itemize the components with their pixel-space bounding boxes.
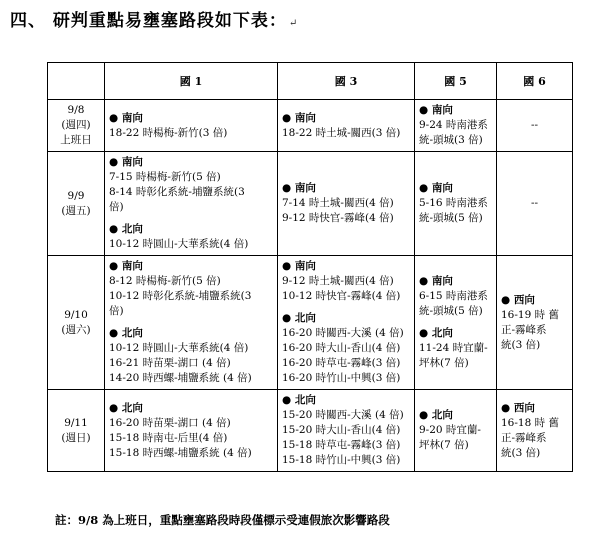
direction-group [109,222,273,252]
segment-line: 10-12 時快官-霧峰(4 倍) [282,290,401,302]
segment-line: 6-15 時南港系 [419,290,488,302]
date-line: (週五) [61,204,91,217]
direction-group [109,111,273,141]
direction-group [419,326,492,371]
direction-group [282,259,410,304]
table-row [48,100,573,152]
table-row [48,152,573,256]
segment-line: 8-14 時彰化系統-埔鹽系統(3 [109,186,245,198]
direction-group [282,393,410,468]
direction-label: ● 南向 [282,182,316,194]
segment-line: 15-18 時竹山-中興(3 倍) [282,454,401,466]
date-line: 上班日 [60,134,92,146]
segment-line: 10-12 時圓山-大華系統(4 倍) [109,342,249,354]
segment-line: 14-20 時西螺-埔鹽系統 (4 倍) [109,372,252,384]
direction-label: ● 北向 [419,409,453,421]
segment-line: 16-20 時苗栗-湖口 (4 倍) [109,416,231,429]
table-row [48,256,573,390]
direction-group [282,311,410,386]
direction-label: ● 北向 [419,327,453,339]
direction-group [109,401,273,461]
cell-freeway-6-empty: -- [497,100,573,152]
segment-line: 18-22 時土城-關西(3 倍) [282,126,401,139]
segment-line: 5-16 時南港系 [419,197,488,209]
cell-freeway-3 [278,100,415,152]
segment-line: 8-12 時楊梅-新竹(5 倍) [109,275,221,287]
cell-freeway-3 [278,256,415,390]
section-heading [10,6,298,31]
cell-freeway-1 [105,152,278,256]
section-title: 四、 研判重點易壅塞路段如下表： [10,11,287,31]
cell-freeway-1 [105,256,278,390]
segment-line: 16-20 時竹山-中興(3 倍) [282,372,401,384]
segment-line: 倍) [109,305,124,317]
segment-line: 16-19 時 舊 [501,308,559,321]
cell-freeway-5 [415,100,497,152]
segment-line: 15-18 時西螺-埔鹽系統 (4 倍) [109,446,252,459]
cell-freeway-6 [497,256,573,390]
table-body [48,100,573,472]
cell-freeway-6 [497,390,573,472]
direction-group [282,111,410,141]
segment-line: 統(3 倍) [501,338,541,351]
segment-line: 15-18 時草屯-霧峰(3 倍) [282,439,401,451]
segment-line: 15-20 時關西-大溪 (4 倍) [282,409,404,421]
cell-freeway-5 [415,390,497,472]
direction-group [109,259,273,319]
direction-label: ● 南向 [282,111,316,124]
direction-label: ● 北向 [282,312,316,324]
segment-line: 16-18 時 舊 [501,416,559,429]
direction-group [419,274,492,319]
direction-group [109,155,273,215]
direction-group [419,103,492,148]
header-cell-freeway-3: 國 3 [278,63,415,100]
segment-line: 16-20 時關西-大溪 (4 倍) [282,327,404,339]
header-cell-freeway-5: 國 5 [415,63,497,100]
segment-line: 統-頭城(3 倍) [419,134,483,146]
segment-line: 坪林(7 倍) [419,439,469,451]
segment-line: 18-22 時楊梅-新竹(3 倍) [109,126,228,139]
cell-freeway-6-empty: -- [497,152,573,256]
segment-line: 統(3 倍) [501,446,541,459]
direction-group [419,181,492,226]
direction-label: ● 南向 [419,275,453,287]
direction-group [109,326,273,386]
congestion-table [47,62,573,472]
segment-line: 9-24 時南港系 [419,119,488,131]
direction-label: ● 西向 [501,401,535,414]
direction-label: ● 南向 [109,111,143,124]
date-line: 9/8 [67,104,85,116]
segment-line: 7-14 時土城-關西(4 倍) [282,197,394,209]
direction-label: ● 南向 [282,260,316,272]
direction-label: ● 北向 [109,223,143,235]
segment-line: 11-24 時宜蘭- [419,342,488,354]
cell-freeway-3 [278,152,415,256]
segment-line: 9-12 時快官-霧峰(4 倍) [282,212,394,224]
segment-line: 16-20 時大山-香山(4 倍) [282,342,401,354]
direction-label: ● 北向 [109,401,143,414]
date-cell [48,390,105,472]
segment-line: 9-12 時土城-關西(4 倍) [282,275,394,287]
header-cell-blank [48,63,105,100]
cell-freeway-5 [415,152,497,256]
direction-label: ● 西向 [501,293,535,306]
segment-line: 正-霧峰系 [501,431,547,444]
date-cell [48,152,105,256]
segment-line: 7-15 時楊梅-新竹(5 倍) [109,171,221,183]
date-line: (週六) [61,323,91,336]
direction-label: ● 北向 [282,394,316,406]
cell-freeway-1 [105,100,278,152]
segment-line: 統-頭城(5 倍) [419,212,483,224]
header-cell-freeway-6: 國 6 [497,63,573,100]
table-header-row [48,63,573,100]
segment-line: 15-20 時大山-香山(4 倍) [282,424,401,436]
direction-group [282,181,410,226]
date-cell [48,100,105,152]
direction-group [501,293,568,353]
segment-line: 16-21 時苗栗-湖口 (4 倍) [109,357,231,369]
segment-line: 正-霧峰系 [501,323,547,336]
direction-group [501,401,568,461]
segment-line: 16-20 時草屯-霧峰(3 倍) [282,357,401,369]
segment-line: 統-頭城(5 倍) [419,305,483,317]
cell-freeway-5 [415,256,497,390]
direction-label: ● 南向 [419,182,453,194]
date-line: 9/10 [64,308,88,321]
segment-line: 坪林(7 倍) [419,357,469,369]
header-cell-freeway-1: 國 1 [105,63,278,100]
date-line: 9/9 [67,189,85,202]
table-row [48,390,573,472]
cell-freeway-3 [278,390,415,472]
segment-line: 10-12 時圓山-大華系統(4 倍) [109,238,249,250]
cell-freeway-1 [105,390,278,472]
date-line: 9/11 [64,416,88,429]
segment-line: 9-20 時宜蘭- [419,424,481,436]
footnote: 註：9/8 為上班日，重點壅塞路段時段僅標示受連假旅次影響路段 [55,513,390,527]
direction-label: ● 南向 [109,156,143,168]
direction-label: ● 南向 [109,260,143,272]
date-line: (週四) [61,119,91,131]
direction-group [419,408,492,453]
paragraph-mark-icon: ↵ [288,18,299,29]
date-line: (週日) [61,431,91,444]
direction-label: ● 南向 [419,104,453,116]
segment-line: 15-18 時南屯-后里(4 倍) [109,431,228,444]
segment-line: 倍) [109,201,124,213]
date-cell [48,256,105,390]
direction-label: ● 北向 [109,327,143,339]
segment-line: 10-12 時彰化系統-埔鹽系統(3 [109,290,252,302]
